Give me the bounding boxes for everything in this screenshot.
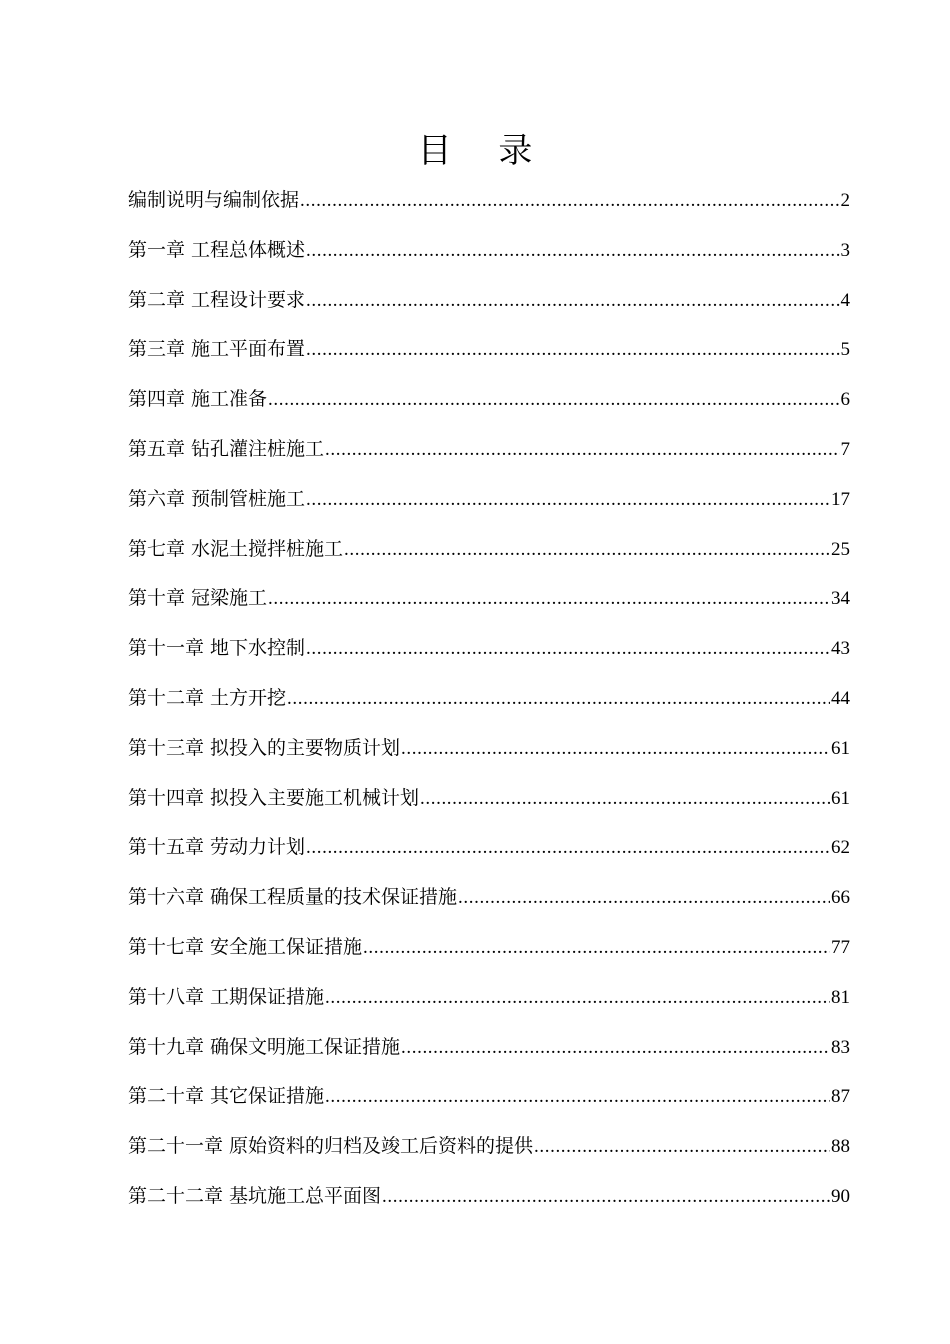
toc-entry-label: 第十八章 工期保证措施 [128,985,325,1008]
toc-entry-page: 90 [831,1185,850,1207]
toc-dot-leader [306,283,839,319]
toc-entry-page: 34 [831,588,850,610]
toc-entry[interactable] [128,431,850,481]
toc-entry-page: 43 [831,638,850,660]
toc-entry-label: 第十九章 确保文明施工保证措施 [128,1035,401,1058]
toc-entry[interactable] [128,1128,850,1178]
toc-entry[interactable] [128,929,850,979]
toc-entry-label: 第十章 冠梁施工 [128,587,268,610]
toc-entry-label: 第四章 施工准备 [128,388,268,411]
toc-dot-leader [306,631,830,667]
toc-entry-label: 第十三章 拟投入的主要物质计划 [128,736,401,759]
toc-entry-label: 编制说明与编制依据 [128,189,300,211]
toc-dot-leader [268,581,830,617]
toc-entry-page: 61 [831,737,850,759]
toc-entry[interactable] [128,879,850,929]
toc-entry-page: 88 [831,1136,850,1158]
toc-entry[interactable] [128,979,850,1029]
toc-entry-page: 61 [831,787,850,809]
toc-entry[interactable] [128,829,850,879]
toc-dot-leader [534,1129,830,1165]
toc-entry[interactable] [128,680,850,730]
toc-entry-page: 5 [840,339,850,361]
toc-dot-leader [306,830,830,866]
toc-entry-page: 7 [840,438,850,460]
toc-dot-leader [325,432,839,468]
toc-entry-label: 第十二章 土方开挖 [128,686,287,709]
toc-dot-leader [325,980,830,1016]
toc-entry-page: 66 [831,887,850,909]
toc-dot-leader [300,183,839,219]
toc-dot-leader [306,233,839,269]
toc-entry-label: 第十六章 确保工程质量的技术保证措施 [128,886,458,909]
toc-dot-leader [401,1030,830,1066]
toc-entry-page: 6 [840,389,850,411]
toc-entry-label: 第二十二章 基坑施工总平面图 [128,1184,382,1207]
toc-entry-label: 第七章 水泥土搅拌桩施工 [128,537,344,560]
toc-entry-page: 2 [840,190,850,211]
toc-entry-page: 87 [831,1086,850,1108]
toc-entry-page: 3 [840,239,850,261]
toc-entry-label: 第一章 工程总体概述 [128,238,306,261]
toc-dot-leader [325,1079,830,1115]
toc-entry-page: 62 [831,837,850,859]
toc-dot-leader [420,781,830,817]
toc-entry[interactable] [128,730,850,780]
toc-entry[interactable] [128,331,850,381]
toc-entry-label: 第十四章 拟投入主要施工机械计划 [128,786,420,809]
toc-entry-label: 第二章 工程设计要求 [128,288,306,311]
toc-dot-leader [287,681,830,717]
toc-entry[interactable] [128,1078,850,1128]
toc-entry[interactable] [128,580,850,630]
toc-entry[interactable] [128,282,850,332]
toc-dot-leader [363,930,830,966]
toc-entry-page: 77 [831,936,850,958]
toc-entry[interactable] [128,1178,850,1228]
toc-entry[interactable] [128,481,850,531]
toc-entry-page: 17 [831,488,850,510]
toc-entry-page: 25 [831,538,850,560]
toc-title: 目 录 [417,131,551,171]
toc-entry-label: 第十一章 地下水控制 [128,637,306,660]
toc-entry-page: 44 [831,687,850,709]
toc-entry[interactable] [128,630,850,680]
toc-entry-page: 4 [840,289,850,311]
toc-dot-leader [382,1179,830,1215]
toc-dot-leader [268,382,839,418]
toc-entry[interactable] [128,182,850,232]
toc-dot-leader [306,332,839,368]
toc-entry-label: 第十七章 安全施工保证措施 [128,935,363,958]
toc-entry-label: 第二十章 其它保证措施 [128,1085,325,1108]
toc-entry-label: 第二十一章 原始资料的归档及竣工后资料的提供 [128,1135,534,1158]
toc-dot-leader [458,880,830,916]
toc-entry[interactable] [128,531,850,581]
toc-entry-label: 第五章 钻孔灌注桩施工 [128,437,325,460]
toc-entry[interactable] [128,381,850,431]
toc-entry[interactable] [128,232,850,282]
toc-entry-label: 第三章 施工平面布置 [128,338,306,361]
toc-entry-page: 83 [831,1036,850,1058]
toc-dot-leader [344,532,830,568]
toc-entry[interactable] [128,1029,850,1079]
toc-dot-leader [306,482,830,518]
toc-entry-label: 第六章 预制管桩施工 [128,487,306,510]
toc-entry[interactable] [128,780,850,830]
toc-entry-label: 第十五章 劳动力计划 [128,836,306,859]
toc-entry-page: 81 [831,986,850,1008]
toc-dot-leader [401,731,830,767]
toc-list [128,182,850,1228]
